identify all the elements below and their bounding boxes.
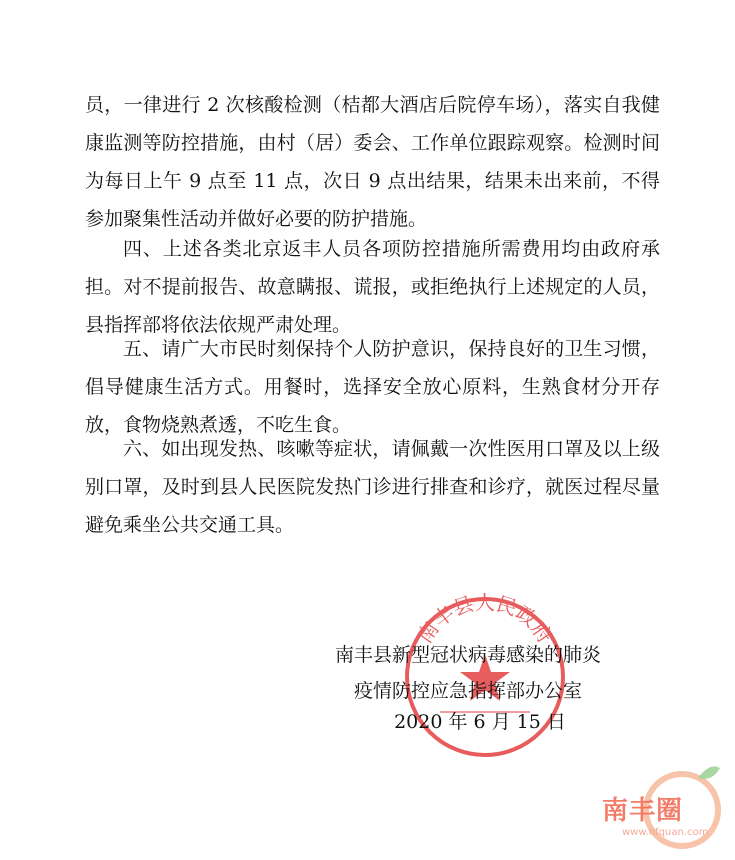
signature-org-line1: 南丰县新型冠状病毒感染的肺炎	[334, 644, 601, 666]
watermark-url: www.nfquan.com	[622, 827, 709, 838]
paragraph-section-5: 五、请广大市民时刻保持个人防护意识，保持良好的卫生习惯，倡导健康生活方式。用餐时，选择安全放心原料，生熟食材分开存放，食物烧熟煮透，不吃生食。	[85, 338, 660, 436]
signature-org-line2: 疫情防控应急指挥部办公室	[353, 680, 582, 702]
paragraph-section-6: 六、如出现发热、咳嗽等症状，请佩戴一次性医用口罩及以上级别口罩，及时到县人民医院发热门诊进行排查和诊疗，就医过程尽量避免乘坐公共交通工具。	[85, 438, 660, 536]
watermark-logo-text: 南丰圈	[602, 796, 684, 826]
signature-date: 2020 年 6 月 15 日	[394, 711, 566, 733]
paragraph-section-4: 四、上述各类北京返丰人员各项防控措施所需费用均由政府承担。对不提前报告、故意瞒报、谎报，或拒绝执行上述规定的人员，县指挥部将依法依规严肃处理。	[85, 238, 660, 336]
paragraph-continuation: 员，一律进行 2 次核酸检测（桔都大酒店后院停车场），落实自我健康监测等防控措施，由村（居）委会、工作单位跟踪观察。检测时间为每日上午 9 点至 11 点，次日 9 点出结果，结果未出来前，不得参加聚集性活动并做好必要的防护措施。	[85, 94, 660, 230]
svg-text:南丰县人民政府: 南丰县人民政府	[412, 592, 558, 648]
